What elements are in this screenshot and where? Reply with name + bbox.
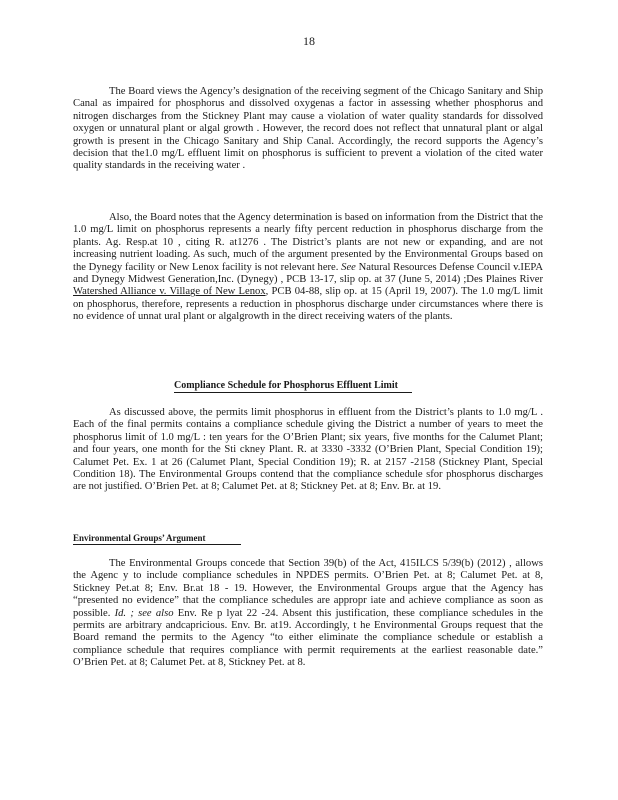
paragraph-text: As discussed above, the permits limit phosphorus in effluent from the District’s plants to 1.0 mg/L . Each of the final permits contains a compliance schedule giving the District a number of years to meet the phosphorus limit of 1.0 mg/L : ten years for the O’Brien Plant; six years, five months for the Calumet Plant; and four years, one month for the Sti ckney Plant. R. at 3330 -3332 (O’Brien Plant, Special Condition 19); Calumet Pet. Ex. 1 at 26 (Calumet Plant, Special Condition 19); R. at 2157 -2158 (Stickney Plant, Special Condition 18). The Environmental Groups contend that the compliance schedule sfor phosphorus discharges are not justified. O’Brien Pet. at 8; Calumet Pet. at 8; Stickney Pet. at 8; Env. Br. at 19. [73,407,543,493]
paragraph-text: The Board views the Agency’s designation of the receiving segment of the Chicago Sanitary and Ship Canal as impaired for phosphorus and dissolved oxygenas a factor in assessing whether phosphorus and nitrogen discharges from the Stickney Plant may cause a violation of water quality standards for dissolved oxygen or unnatural plant or algal growth . However, the record does not reflect that unnatural plant or algal growth is present in the Chicago Sanitary and Ship Canal. Accordingly, the record supports the Agency’s decision that the1.0 mg/L effluent limit on phosphorus is sufficient to prevent a violation of the cited water quality standards in the receiving water . [73,86,543,172]
page-number: 18 [303,34,315,48]
case-name: Watershed Alliance v. Village of New Lenox [73,286,266,298]
paragraph-groups-argument [73,558,543,670]
section-heading-compliance-schedule: Compliance Schedule for Phosphorus Effluent Limit [174,380,412,393]
paragraph-agency-determination [73,212,543,324]
section-heading-groups-argument: Environmental Groups’ Argument [73,533,241,545]
paragraph-text: Env. Re p lyat 22 -24. Absent this justification, these compliance schedules in the permits are arbitrary andcapricious. Env. Br. at19. Accordingly, t he Environmental Groups request that the Board remand the permits to the Agency “to either eliminate the compliance schedule or establish a compliance schedule that requires compliance with permit requirements at the earliest reasonable date.” O’Brien Pet. at 8; Calumet Pet. at 8, Stickney Pet. at 8. [73,607,543,669]
citation-signal-id: Id. [114,607,127,619]
citation-signal-see: See [341,261,356,273]
paragraph-text: The Environmental Groups concede that Section 39(b) of the Act, 415ILCS 5/39(b) (2012) , allows the Agenc y to include compliance schedules in NPDES permits. O’Brien Pet. at 8; Calumet Pet. at 8, Stickney Pet.at 8; Env. Br.at 18 - 19. However, the Environmental Groups argue that the Agency has “presented no evidence” that the compliance schedules are appropr iate and achieve compliance as soon as possible. [73,558,543,619]
paragraph-text: Natural Resources Defense Council v.IEPA and Dynegy Midwest Generation,Inc. (Dynegy) , PCB 13-17, slip op. at 37 (June 5, 2014) ;Des Plaines River [73,261,543,286]
paragraph-impairment-designation [73,86,543,173]
paragraph-text: Also, the Board notes that the Agency determination is based on information from the District that the 1.0 mg/L limit on phosphorus represents a nearly fifty percent reduction in phosphorus discharge from the plants. Ag. Resp.at 10 , citing R. at1276 . The District’s plants are not new or expanding, and are not increasing nutrient loading. As such, much of the argument presented by the Environmental Groups based on the Dynegy facility or New Lenox facility is not relevant here. [73,212,543,273]
citation-signal-see-also: ; see also [130,607,174,619]
paragraph-text: , PCB 04-88, slip op. at 15 (April 19, 2007). The 1.0 mg/L limit on phosphorus, therefore, represents a reduction in phosphorus discharge under circumstances where there is no evidence of unnat ural plant or algalgrowth in the direct receiving waters of the plants. [73,286,544,323]
paragraph-compliance-schedules [73,407,543,494]
